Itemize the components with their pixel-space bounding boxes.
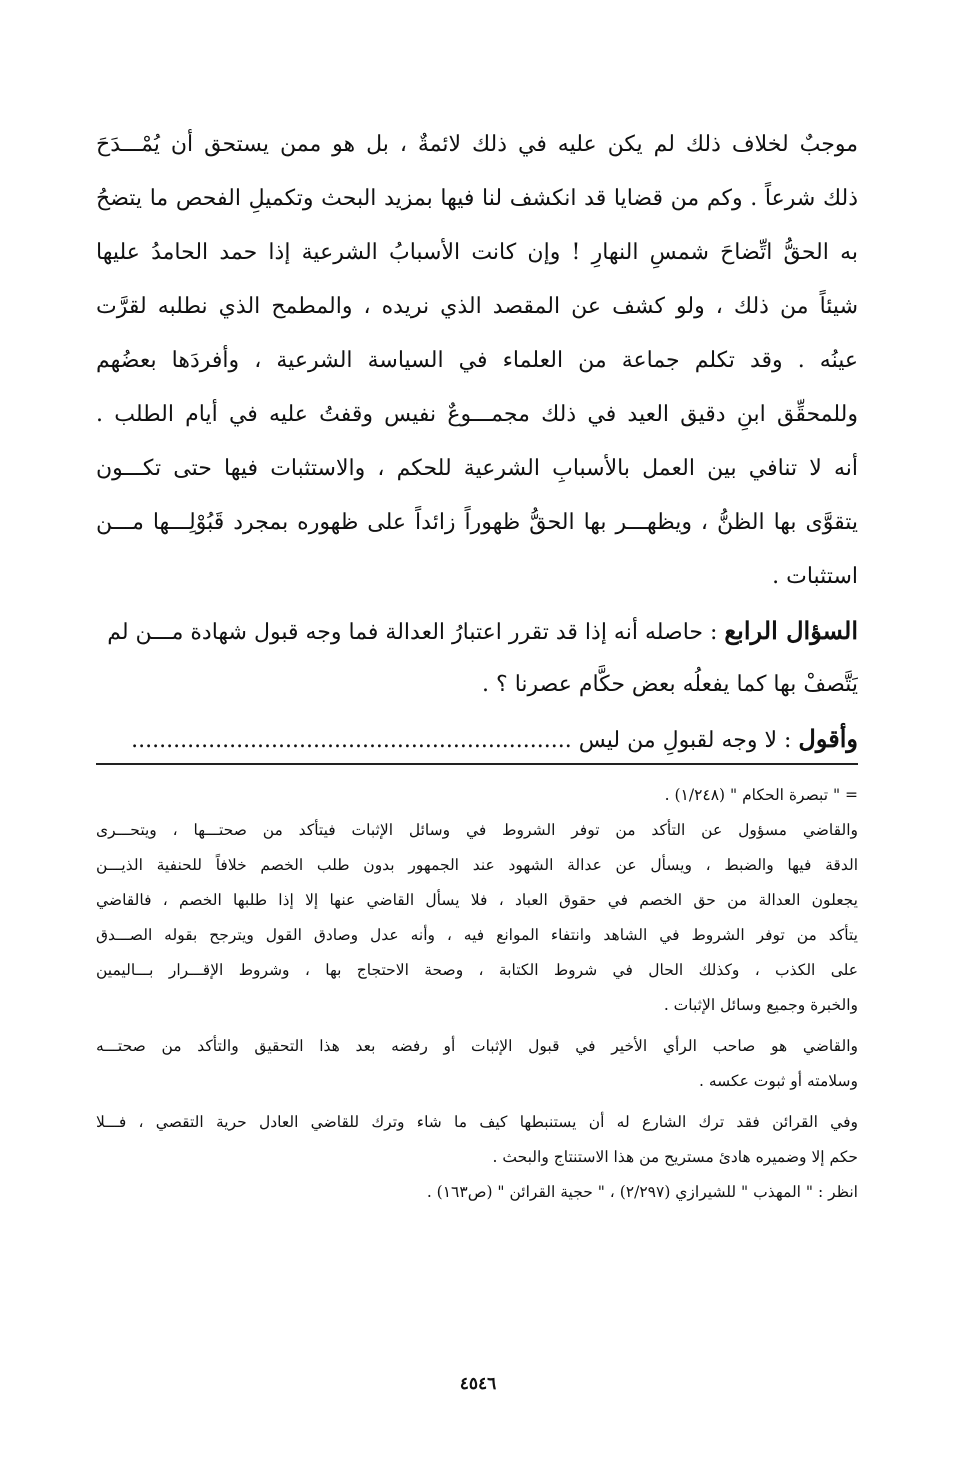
footnote-line: وفي القرائن فقد ترك الشارع له أن يستنبطها كيف ما شاء وترك للقاضي العادل حرية التقصي ، فـــلا [96,1113,858,1131]
main-text-line: وللمحقِّق ابنِ دقيق العيد في ذلك مجمـــوعٌ نفيس وقفتُ عليه في أيام الطلب . [96,402,858,427]
answer-line [96,712,858,766]
question-line [96,604,858,658]
footnote-line: الدقة فيها والضبط ، ويسأل عن عدالة الشهود عند الجمهور بدون طلب الخصم خلافاً للحنفية الذيـــن [96,856,858,874]
footnote-source: انظر : " المهذب " للشيرازي (٢/٢٩٧) ، " حجية القرائن " (ص١٦٣) . [426,1183,858,1201]
main-text-line: ذلك شرعاً . وكم من قضايا قد انكشف لنا فيها بمزيد البحث وتكميلِ الفحص ما يتضحُ [96,186,858,211]
main-text-block [96,118,858,766]
main-text-line: يتقوَّى بها الظنُّ ، ويظهـــر بها الحقُّ ظهوراً زائداً على ظهوره بمجرد قَبُوْلِـــها مـــن [96,510,858,535]
footnote-line: والخبرة وجميع وسائل الإثبات . [663,996,858,1014]
footnote-line: يتأكد من توفر الشروط في الشاهد وانتفاء الموانع فيه ، وأنه عدل وصادق القول ويترجح بقوله الصـــدق [96,926,858,944]
question-label: السؤال الرابع [724,616,858,645]
page-number: ٤٥٤٦ [459,1374,497,1394]
footnote-reference: = " تبصرة الحكام " (١/٢٤٨) . [664,786,858,804]
footnotes-block [96,778,858,1210]
footnote-divider [96,763,858,765]
footnote-line: حكم إلا وضميره هادئ مستريح من هذا الاستنتاج والبحث . [492,1148,858,1166]
answer-text: : لا وجه لقبولِ من ليس [571,728,799,753]
main-text-line: به الحقُّ اتِّضاحَ شمسِ النهارِ ! وإن كانت الأسبابُ الشرعية إذا حمد الحامدُ عليها [96,240,858,265]
main-text-line: شيئاً من ذلك ، ولو كشف عن المقصد الذي نريده ، والمطمح الذي نطلبه لقرَّت [96,294,858,319]
main-text-line: عينُه . وقد تكلم جماعة من العلماء في السياسة الشرعية ، وأفردَها بعضُهم [96,348,858,373]
footnote-line: والقاضي مسؤول عن التأكد من توفر الشروط في وسائل الإثبات فيتأكد من صحتـــها ، ويتحـــرى [96,821,858,839]
answer-label: وأقول [798,724,858,753]
question-text: : حاصله أنه إذا قد تقرر اعتبارُ العدالة فما وجه قبول شهادة مـــن لم [107,620,725,645]
main-text-line: موجبٌ لخلاف ذلك لم يكن عليه في ذلك لائمةٌ ، بل هو ممن يستحق أن يُمْـــدَحَ [96,132,858,157]
footnote-line: يجعلون العدالة من حق الخصم في حقوق العباد ، فلا يسأل القاضي عنها إلا إذا طلبها الخصم ، فالقاضي [96,891,858,909]
footnote-line: والقاضي هو صاحب الرأي الأخير في قبول الإثبات أو رفضه بعد هذا التحقيق والتأكد من صحتـــه [96,1037,858,1055]
answer-ellipsis: ............................................................... [131,728,572,753]
main-text-line: استثبات . [772,564,858,589]
footnote-line: وسلامته أو ثبوت عكسه . [699,1072,858,1090]
question-line-continued: يَتَّصفْ بها كما يفعلُه بعض حكَّام عصرنا ؟ . [482,672,858,697]
footnote-line: على الكذب ، وكذلك الحال في شروط الكتابة ، وصحة الاحتجاج بها ، وشروط الإقـــرار بـــاليمين [96,961,858,979]
main-text-line: أنه لا تنافي بين العمل بالأسبابِ الشرعية للحكم ، والاستثبات فيها حتى تكـــون [96,456,858,481]
